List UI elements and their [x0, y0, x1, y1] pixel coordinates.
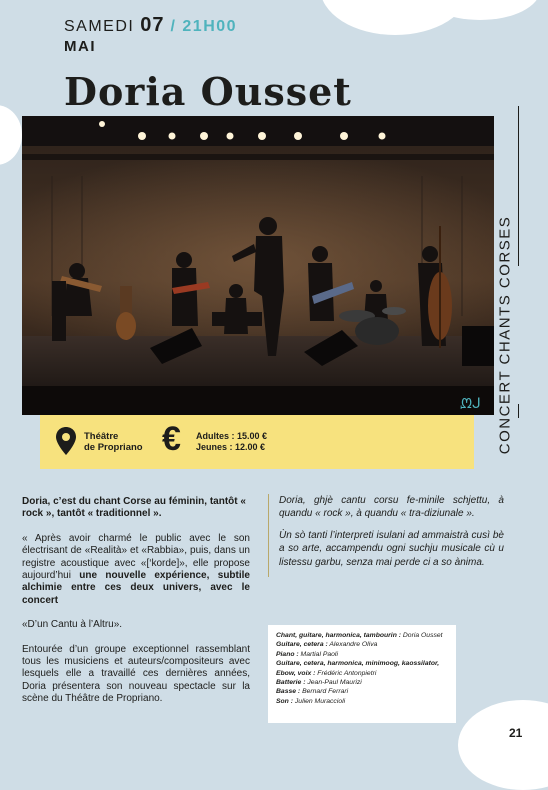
vertical-rule-bottom [518, 404, 519, 418]
map-pin-icon [55, 426, 77, 456]
credit-line: Batterie : Jean-Paul Maurizi [276, 679, 362, 687]
credits-box [268, 625, 456, 723]
cloud-left-edge [0, 105, 22, 165]
event-weekday: SAMEDI [64, 18, 135, 35]
french-paragraph-1 [22, 533, 250, 607]
french-paragraph-3: Entourée d’un groupe exceptionnel rassemblant tous les musiciens et auteurs/compositeurs avec lesquels elle a travaillé ces dernières années, Doria présentera son nouveau spectacle sur la scène du Théâtre de Propriano. [22, 643, 250, 705]
venue-line-2: de Propriano [84, 442, 143, 453]
event-month: MAI [64, 38, 96, 55]
credit-line: Guitare, cetera : Alexandre Oliva [276, 641, 378, 649]
corsican-paragraph-2: Ùn sò tanti l’interpreti isulani ad ammaistrà cusì bè a so arte, accampendu ogni suchju musicale cù u listessu garbu, senza mai perde ci a so ànima. [279, 529, 504, 568]
event-date [64, 16, 237, 56]
price-adults: Adultes : 15.00 € [196, 431, 268, 441]
prices [196, 431, 267, 453]
price-youth: Jeunes : 12.00 € [196, 442, 266, 452]
vertical-rule-top [518, 106, 519, 266]
photographer-signature: ᘻᒍ [460, 396, 481, 412]
venue [84, 431, 143, 453]
euro-icon: € [162, 420, 181, 458]
venue-line-1: Théâtre [84, 431, 119, 442]
concert-photo [22, 116, 494, 415]
french-p1-bold: une nouvelle expérience, subtile alchimie entre ces deux univers, avec le concert [22, 570, 250, 606]
credit-line: Guitare, cetera, harmonica, minimoog, kaossilator, Ebow, voix : Frédéric Antonpietri [276, 660, 440, 677]
french-intro: Doria, c’est du chant Corse au féminin, tantôt « rock », tantôt « traditionnel ». [22, 496, 246, 520]
event-category: CONCERT CHANTS CORSES [496, 215, 514, 455]
credit-line: Son : Julien Muraccioli [276, 697, 346, 705]
event-time: / 21H00 [170, 18, 238, 35]
french-paragraph-2: «D’un Cantu à l’Altru». [22, 619, 123, 631]
french-p1-start: « Après avoir charmé le public avec le son électrisant de «Realità» et «Rabbia», puis, dans un registre acoustique avec «[‘korde]», elle propose aujourd’hui [22, 532, 250, 582]
credit-line: Basse : Bernard Ferrari [276, 688, 349, 696]
event-title: Doria Ousset [64, 69, 352, 114]
cloud-bottom-right [458, 700, 548, 790]
corsican-paragraph-1: Doria, ghjè cantu corsu fe-minile schjettu, à quandu « rock », à quandu « tra-diziunale ». [279, 495, 504, 520]
credit-line: Chant, guitare, harmonica, tambourin : Doria Ousset [276, 632, 443, 639]
french-description [22, 496, 250, 718]
event-day: 07 [140, 14, 165, 36]
page-number: 21 [509, 726, 523, 740]
credit-line: Piano : Martial Paoli [276, 650, 338, 658]
corsican-description [268, 494, 504, 577]
